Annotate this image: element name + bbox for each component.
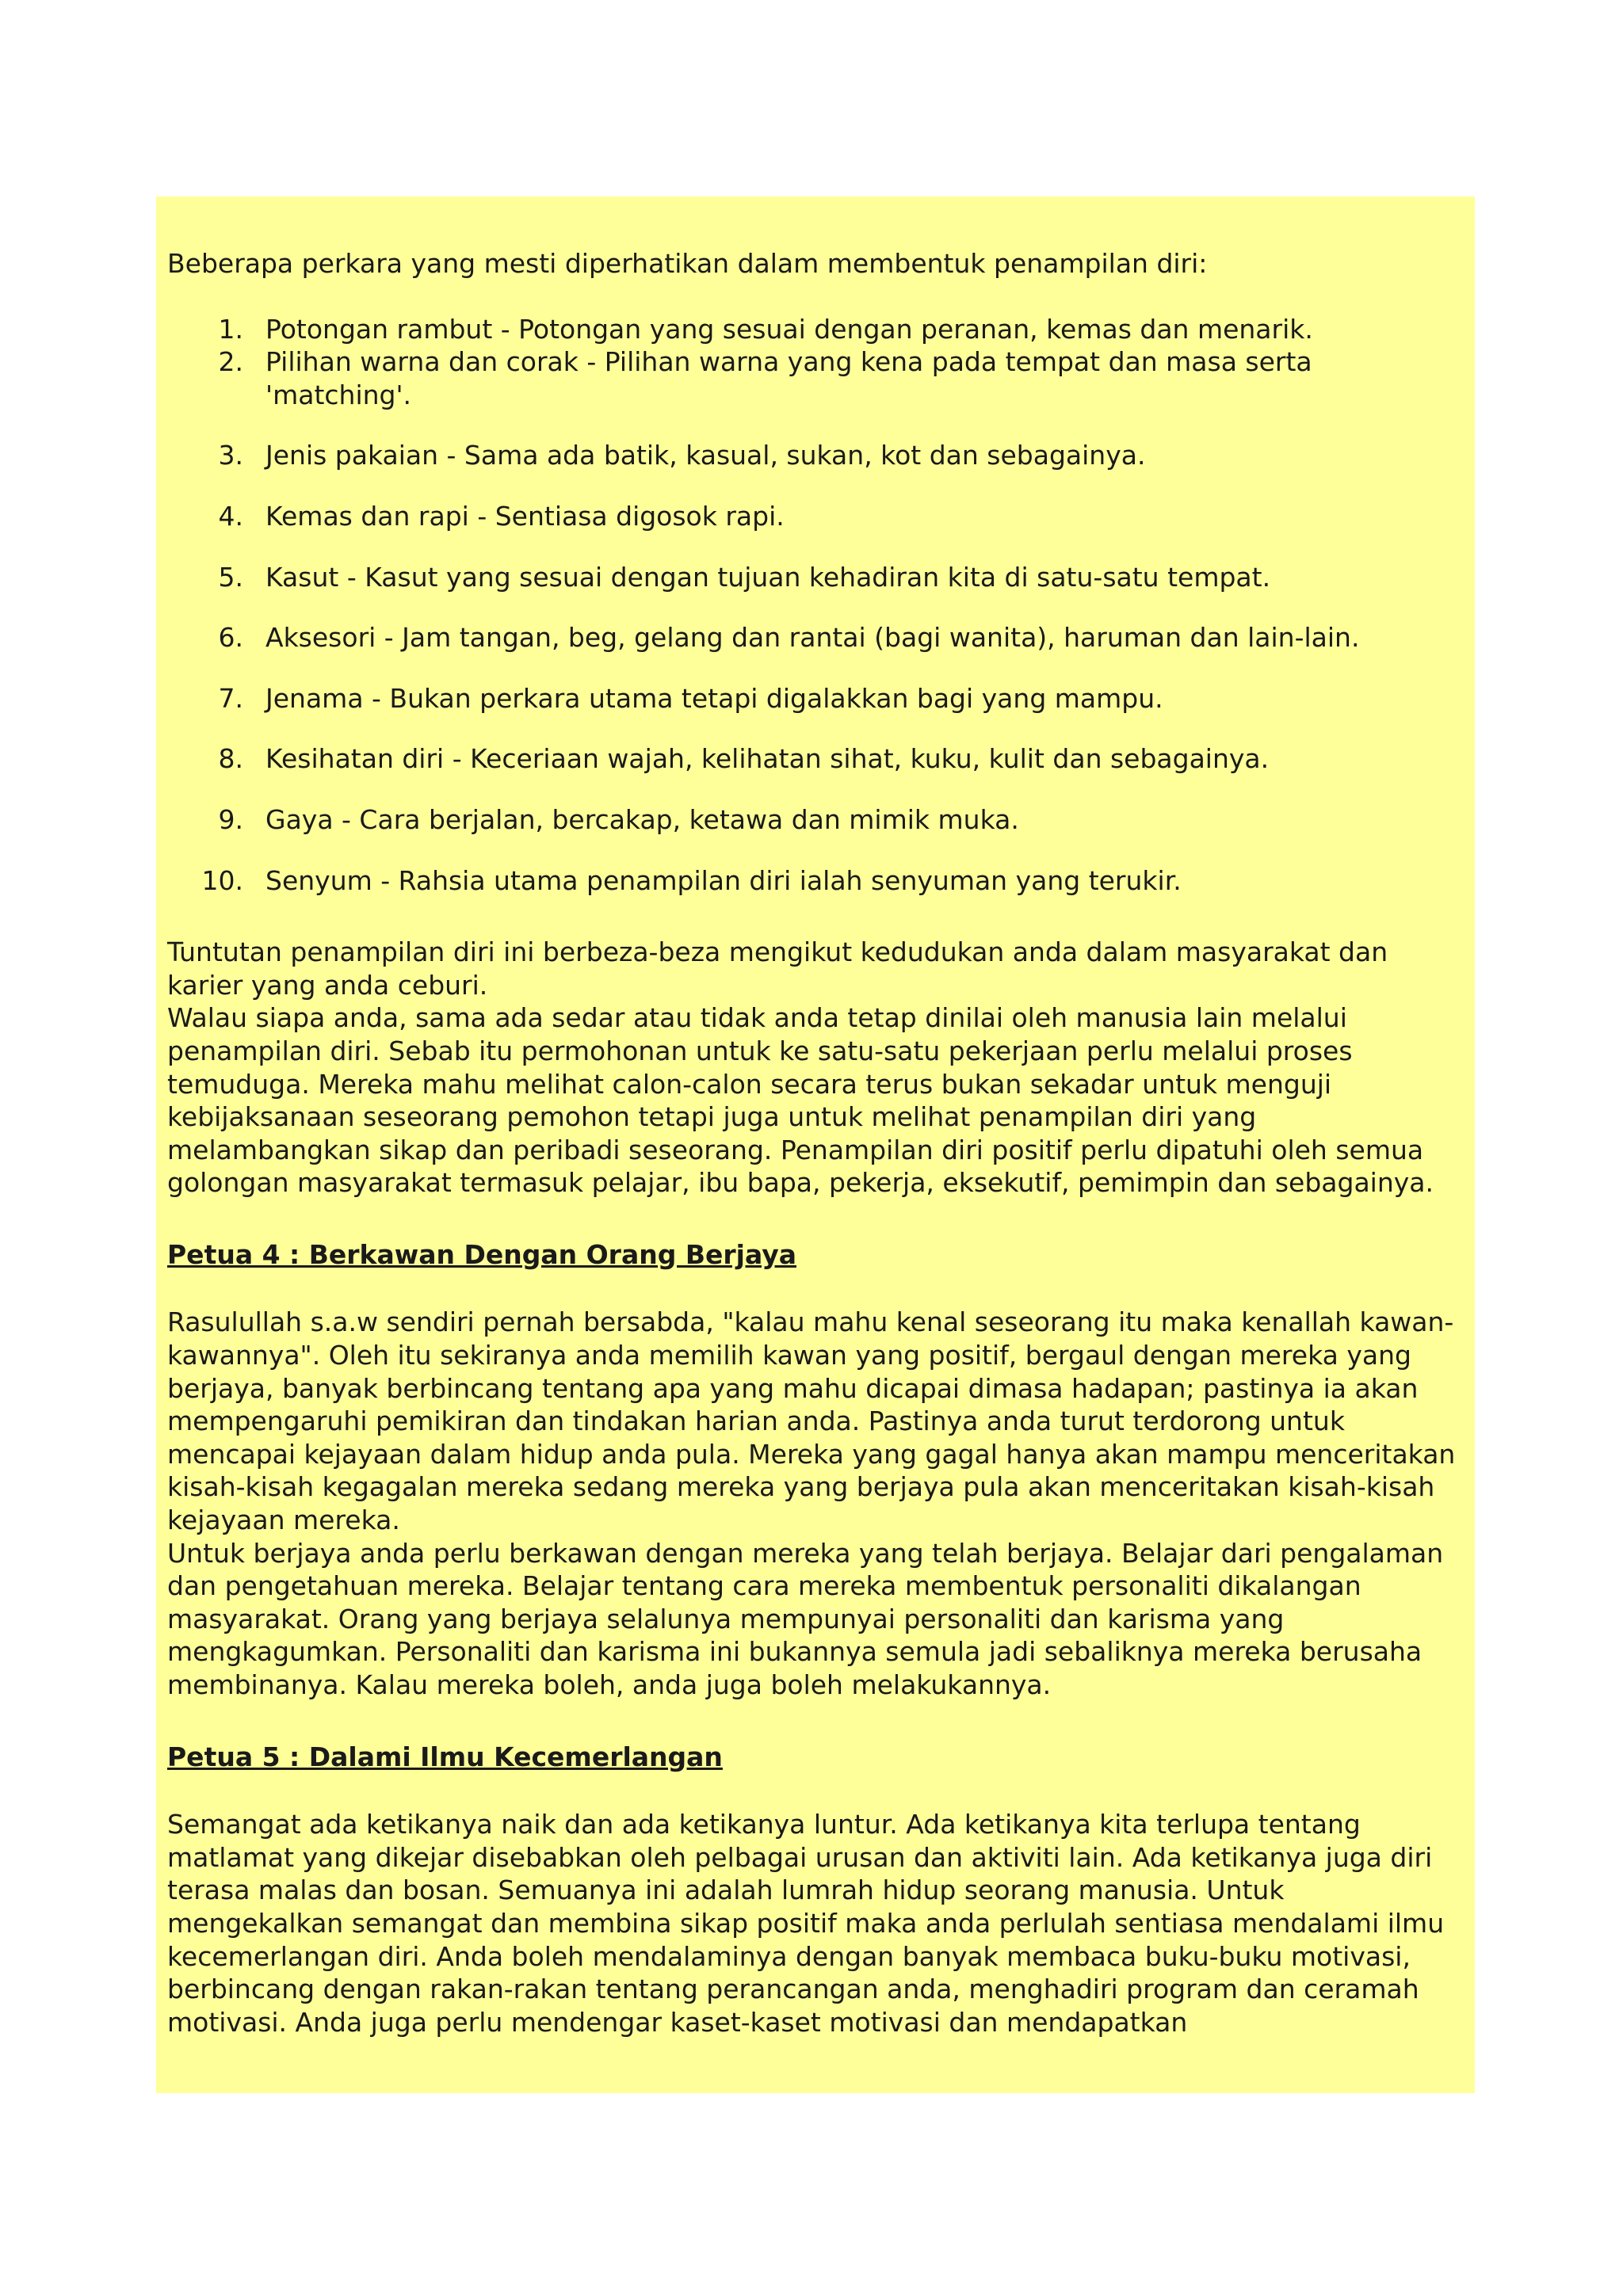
paragraph: Semangat ada ketikanya naik dan ada ketikanya luntur. Ada ketikanya kita terlupa tentang matlamat yang dikejar disebabkan oleh pelbagai urusan dan aktiviti lain. Ada ketikanya juga diri terasa malas dan bosan. Semuanya ini adalah lumrah hidup seorang manusia. Untuk mengekalkan semangat dan membina sikap positif maka anda perlulah sentiasa mendalami ilmu kecemerlangan diri. Anda boleh mendalaminya dengan banyak membaca buku-buku motivasi, berbincang dengan rakan-rakan tentang perancangan anda, menghadiri program dan ceramah motivasi. Anda juga perlu mendengar kaset-kaset motivasi dan mendapatkan [167, 1809, 1445, 2038]
list-text: Aksesori - Jam tangan, beg, gelang dan rantai (bagi wanita), haruman dan lain-lain. [265, 622, 1360, 654]
list-item [167, 682, 1464, 715]
section-heading: Petua 5 : Dalami Ilmu Kecemerlangan [167, 1741, 723, 1772]
list-item [167, 345, 1464, 411]
list-item [167, 561, 1464, 594]
content-panel [156, 196, 1475, 2093]
list-number: 1. [218, 313, 243, 345]
intro-text: Beberapa perkara yang mesti diperhatikan dalam membentuk penampilan diri: [167, 248, 1208, 279]
list-number: 8. [218, 743, 243, 775]
list-text: Senyum - Rahsia utama penampilan diri ialah senyuman yang terukir. [265, 864, 1182, 896]
list-number: 7. [218, 682, 243, 714]
paragraph: Rasulullah s.a.w sendiri pernah bersabda, "kalau mahu kenal seseorang itu maka kenallah kawan-kawannya". Oleh itu sekiranya anda memilih kawan yang positif, bergaul dengan mereka yang berjaya, banyak berbincang tentang apa yang mahu dicapai dimasa hadapan; pastinya ia akan mempengaruhi pemikiran dan tindakan harian anda. Pastinya anda turut terdorong untuk mencapai kejayaan dalam hidup anda pula. Mereka yang gagal hanya akan mampu menceritakan kisah-kisah kegagalan mereka sedang mereka yang berjaya pula akan menceritakan kisah-kisah kejayaan mereka. [167, 1306, 1456, 1536]
paragraph: Untuk berjaya anda perlu berkawan dengan mereka yang telah berjaya. Belajar dari pengalaman dan pengetahuan mereka. Belajar tentang cara mereka membentuk personaliti dikalangan masyarakat. Orang yang berjaya selalunya mempunyai personaliti dan karisma yang mengkagumkan. Personaliti dan karisma ini bukannya semula jadi sebaliknya mereka berusaha membinanya. Kalau mereka boleh, anda juga boleh melakukannya. [167, 1537, 1444, 1700]
list-item [167, 621, 1464, 654]
list-number: 2. [218, 346, 243, 378]
list-item [167, 500, 1464, 533]
list-number: 5. [218, 561, 243, 593]
list-text: Potongan rambut - Potongan yang sesuai dengan peranan, kemas dan menarik. [265, 313, 1313, 345]
list-number: 4. [218, 500, 243, 532]
list-text: Kasut - Kasut yang sesuai dengan tujuan kehadiran kita di satu-satu tempat. [265, 561, 1271, 593]
list-number: 10. [201, 864, 243, 896]
appearance-list [167, 313, 1464, 898]
list-text: Pilihan warna dan corak - Pilihan warna yang kena pada tempat dan masa serta 'matching'. [265, 346, 1312, 410]
list-item [167, 742, 1464, 776]
list-number: 6. [218, 622, 243, 654]
list-item [167, 864, 1464, 898]
section-heading: Petua 4 : Berkawan Dengan Orang Berjaya [167, 1238, 796, 1270]
list-text: Gaya - Cara berjalan, bercakap, ketawa dan mimik muka. [265, 803, 1019, 835]
list-item [167, 803, 1464, 837]
list-text: Kesihatan diri - Keceriaan wajah, kelihatan sihat, kuku, kulit dan sebagainya. [265, 743, 1270, 775]
list-item [167, 439, 1464, 472]
list-text: Jenama - Bukan perkara utama tetapi digalakkan bagi yang mampu. [265, 682, 1163, 714]
paragraph: Tuntutan penampilan diri ini berbeza-beza mengikut kedudukan anda dalam masyarakat dan karier yang anda ceburi. [167, 936, 1388, 1001]
list-text: Jenis pakaian - Sama ada batik, kasual, sukan, kot dan sebagainya. [265, 440, 1146, 471]
list-number: 9. [218, 803, 243, 835]
list-item [167, 313, 1464, 346]
paragraph: Walau siapa anda, sama ada sedar atau tidak anda tetap dinilai oleh manusia lain melalui penampilan diri. Sebab itu permohonan untuk ke satu-satu pekerjaan perlu melalui proses temuduga. Mereka mahu melihat calon-calon secara terus bukan sekadar untuk menguji kebijaksanaan seseorang pemohon tetapi juga untuk melihat penampilan diri yang melambangkan sikap dan peribadi seseorang. Penampilan diri positif perlu dipatuhi oleh semua golongan masyarakat termasuk pelajar, ibu bapa, pekerja, eksekutif, pemimpin dan sebagainya. [167, 1002, 1434, 1199]
list-text: Kemas dan rapi - Sentiasa digosok rapi. [265, 500, 785, 532]
list-number: 3. [218, 440, 243, 471]
